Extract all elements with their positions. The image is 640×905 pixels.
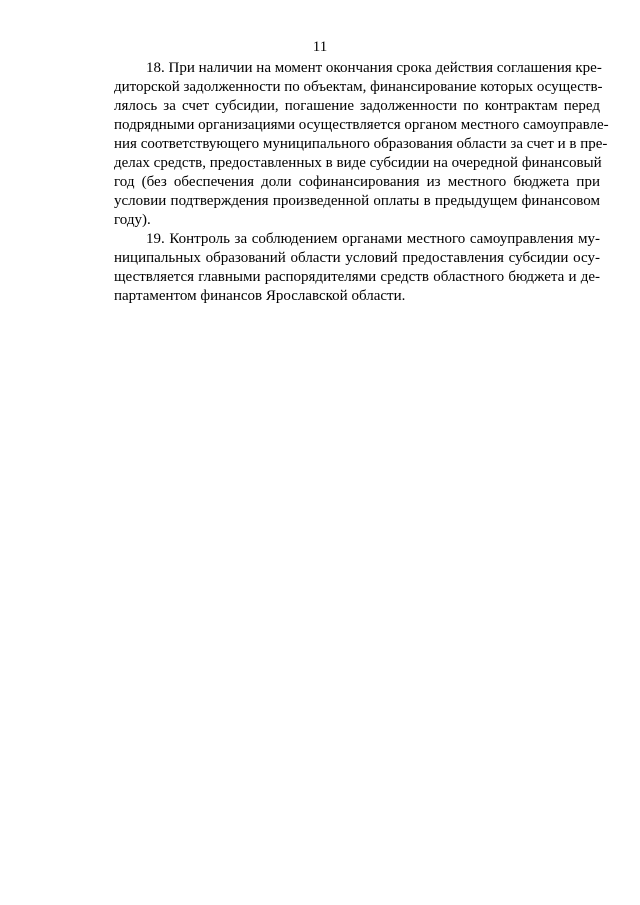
- text-line: ществляется главными распорядителями средств областного бюджета и де-: [114, 269, 600, 285]
- text-line: партаментом финансов Ярославской области.: [114, 288, 406, 304]
- text-line: ниципальных образований области условий предоставления субсидии осу-: [114, 250, 600, 266]
- text-line: ния соответствующего муниципального образования области за счет и в пре-: [114, 136, 608, 152]
- text-line: лялось за счет субсидии, погашение задолженности по контрактам перед: [114, 98, 600, 114]
- paragraph-19: [114, 230, 600, 306]
- text-line: подрядными организациями осуществляется органом местного самоуправле-: [114, 117, 609, 133]
- paragraph-18: [114, 59, 609, 230]
- text-line: год (без обеспечения доли софинансирования из местного бюджета при: [114, 174, 600, 190]
- text-line: делах средств, предоставленных в виде субсидии на очередной финансовый: [114, 155, 602, 171]
- text-line: диторской задолженности по объектам, финансирование которых осуществ-: [114, 79, 603, 95]
- document-body: [114, 59, 609, 306]
- text-line: году).: [114, 212, 151, 228]
- text-line: условии подтверждения произведенной оплаты в предыдущем финансовом: [114, 193, 600, 209]
- text-line: 19. Контроль за соблюдением органами местного самоуправления му-: [146, 231, 600, 247]
- page-number: 11: [312, 39, 328, 55]
- text-line: 18. При наличии на момент окончания срока действия соглашения кре-: [146, 60, 602, 76]
